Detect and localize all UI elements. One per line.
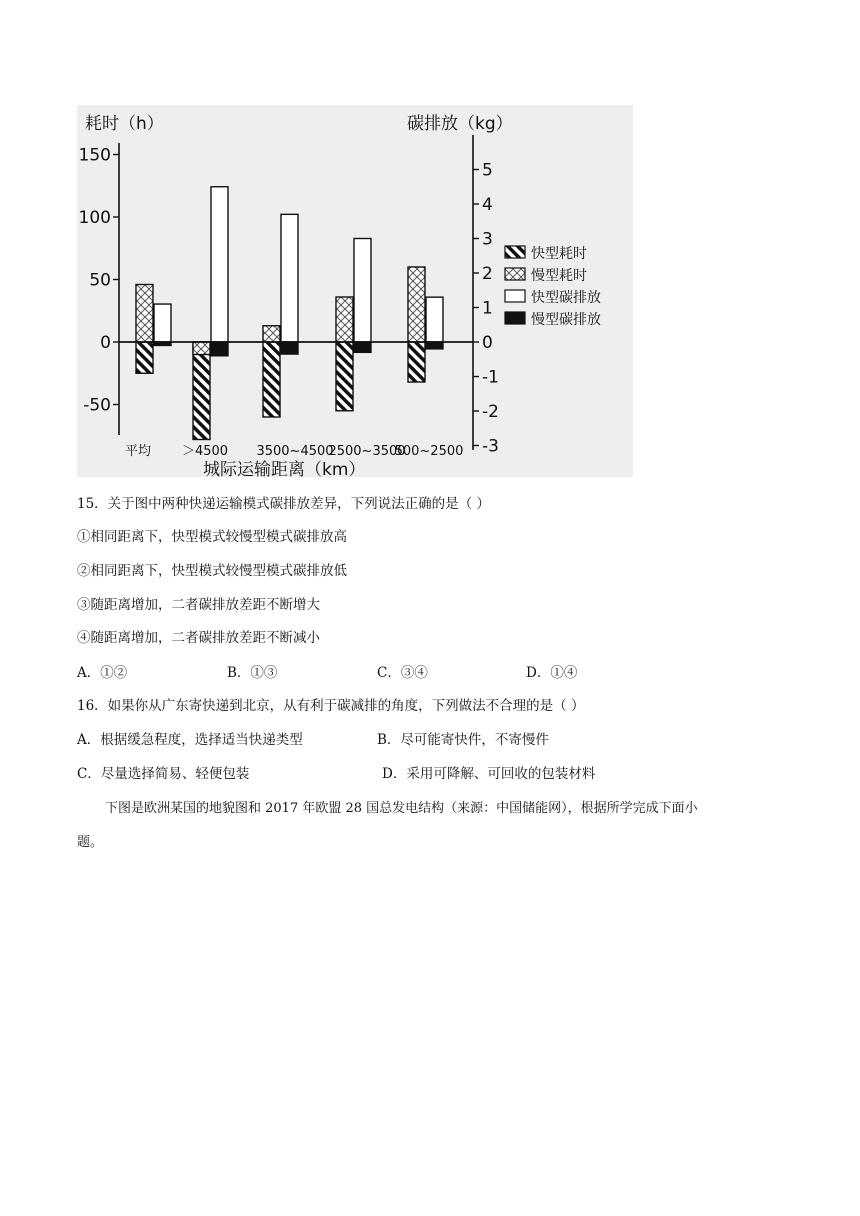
bar-hatch-1	[193, 342, 210, 440]
left-tick-label: -50	[83, 395, 111, 416]
legend-label: 慢型耗时	[531, 268, 587, 284]
right-tick-label: -2	[482, 402, 499, 422]
q15-statement-4: ④随距离增加，二者碳排放差距不断减小	[77, 630, 320, 646]
left-axis-title: 耗时（h）	[85, 114, 164, 134]
right-tick-label: -3	[482, 436, 499, 457]
right-tick-label: 3	[482, 229, 493, 250]
bar-cross-0	[136, 285, 153, 343]
x-axis-title: 城际运输距离（km）	[203, 460, 366, 477]
category-label: 500~2500	[394, 444, 464, 459]
q16-option-c[interactable]: C．尽量选择简易、轻便包装	[77, 766, 250, 782]
right-axis-title: 碳排放（kg）	[407, 114, 513, 134]
legend-swatch-white	[505, 290, 525, 302]
q15-option-a[interactable]: A．①②	[77, 665, 128, 681]
q15-statement-1: ①相同距离下，快型模式较慢型模式碳排放高	[77, 529, 347, 545]
right-tick-label: 1	[482, 298, 493, 319]
q15-option-c[interactable]: C．③④	[377, 665, 428, 681]
left-tick-label: 50	[89, 270, 111, 291]
bar-white-1	[211, 187, 228, 342]
bars-layer	[136, 187, 443, 440]
bar-black-2	[281, 342, 298, 354]
bar-black-1	[211, 342, 228, 356]
bar-black-4	[426, 342, 443, 349]
q16-stem: 16．如果你从广东寄快递到北京，从有利于碳减排的角度，下列做法不合理的是（ ）	[77, 698, 585, 714]
bar-hatch-4	[408, 342, 425, 382]
bar-hatch-3	[336, 342, 353, 411]
bar-black-3	[354, 342, 371, 352]
bar-hatch-2	[263, 342, 280, 417]
bar-hatch-0	[136, 342, 153, 373]
bar-white-0	[154, 304, 171, 342]
right-tick-label: 5	[482, 160, 493, 181]
legend-swatch-hatch	[505, 246, 525, 258]
bar-cross-3	[336, 297, 353, 342]
q15-stem: 15．关于图中两种快递运输模式碳排放差异，下列说法正确的是（ ）	[77, 496, 490, 512]
q16-option-d[interactable]: D．采用可降解、可回收的包装材料	[382, 766, 596, 782]
category-label: ＞4500	[181, 444, 229, 459]
right-tick-label: 2	[482, 264, 493, 284]
q15-option-d[interactable]: D．①④	[526, 665, 578, 681]
q15-statement-2: ②相同距离下，快型模式较慢型模式碳排放低	[77, 563, 347, 579]
category-label: 平均	[124, 444, 152, 459]
bar-white-3	[354, 239, 371, 343]
bar-cross-1	[193, 342, 210, 355]
right-tick-label: 4	[482, 195, 493, 215]
category-label: 2500~3500	[328, 444, 406, 459]
bar-cross-4	[408, 267, 425, 342]
bar-white-4	[426, 297, 443, 342]
legend-label: 快型耗时	[531, 246, 587, 262]
legend-layer	[505, 245, 601, 328]
bar-white-2	[281, 214, 298, 342]
right-tick-label: 0	[482, 333, 493, 353]
category-label: 3500~4500	[256, 444, 334, 459]
left-tick-label: 100	[78, 208, 111, 228]
right-tick-label: -1	[482, 367, 499, 388]
q15-option-b[interactable]: B．①③	[227, 665, 278, 681]
left-tick-label: 0	[100, 333, 111, 353]
carbon-emission-chart	[77, 105, 633, 477]
legend-label: 快型碳排放	[531, 290, 601, 306]
chart-svg	[77, 105, 633, 477]
legend-swatch-black	[505, 312, 525, 324]
q15-statement-3: ③随距离增加，二者碳排放差距不断增大	[77, 597, 320, 613]
legend-swatch-cross	[505, 268, 525, 280]
intro-line-1: 下图是欧洲某国的地貌图和 2017 年欧盟 28 国总发电结构（来源：中国储能网），根据所学完成下面小	[105, 801, 698, 816]
intro-line-2: 题。	[77, 835, 104, 850]
legend-label: 慢型碳排放	[531, 312, 601, 328]
q16-option-a[interactable]: A．根据缓急程度，选择适当快递类型	[77, 732, 303, 748]
bar-cross-2	[263, 326, 280, 342]
left-tick-label: 150	[78, 145, 111, 166]
intro-paragraph	[77, 800, 789, 852]
q16-option-b[interactable]: B．尽可能寄快件，不寄慢件	[377, 732, 549, 748]
